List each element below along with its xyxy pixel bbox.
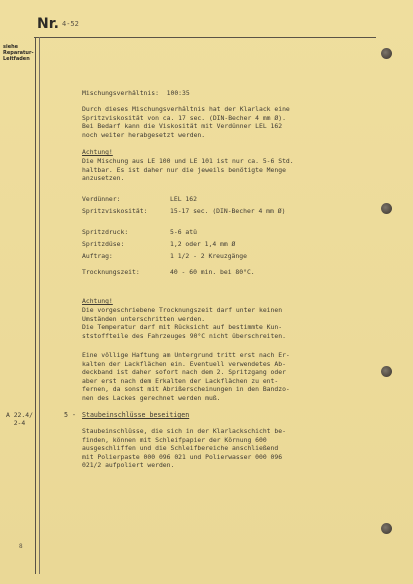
margin-reference: A 22.4/ 2-4 [6, 411, 33, 427]
punch-hole-top [381, 48, 392, 59]
spec-label-drying-time: Trocknungszeit: [82, 268, 140, 276]
spec-value-thinner: LEL 162 [170, 195, 197, 203]
spec-value-drying-time: 40 - 60 min. bei 80°C. [170, 268, 255, 276]
achtung-1-text: Die Mischung aus LE 100 und LE 101 ist nur ca. 5-6 Std. haltbar. Es ist daher nur die jeweils benötigte Menge anzusetzen. [82, 157, 294, 183]
header-number: 4-52 [62, 20, 79, 28]
spec-value-spray-pressure: 5-6 atü [170, 228, 197, 236]
side-label: siehe Reparatur- Leitfaden [3, 44, 34, 62]
spec-value-spray-viscosity: 15-17 sec. (DIN-Becher 4 mm Ø) [170, 207, 286, 215]
header-nr-label: Nr. [37, 16, 59, 32]
spec-label-thinner: Verdünner: [82, 195, 121, 203]
achtung-1-title: Achtung! [82, 148, 113, 156]
margin-line-inner [39, 37, 40, 574]
achtung-2-title: Achtung! [82, 297, 113, 305]
paragraph-dust: Staubeinschlüsse, die sich in der Klarlackschicht be- finden, können mit Schleifpapier der Körnung 600 ausgeschliffen und die Schleifbereiche anschließend mit Polierpaste 000 096 021 und Polierwasser 000 096 021/2 aufpoliert werden. [82, 427, 286, 470]
page-number: 8 [19, 543, 23, 550]
header-rule [34, 37, 376, 38]
spec-label-nozzle: Spritzdüse: [82, 240, 125, 248]
punch-hole-upper-middle [381, 203, 392, 214]
spec-value-nozzle: 1,2 oder 1,4 mm Ø [170, 240, 236, 248]
section-number: 5 - [64, 411, 76, 419]
mixing-ratio: Mischungsverhältnis: 100:35 [82, 89, 190, 97]
punch-hole-bottom [381, 523, 392, 534]
punch-hole-lower-middle [381, 366, 392, 377]
spec-label-application: Auftrag: [82, 252, 113, 260]
spec-label-spray-pressure: Spritzdruck: [82, 228, 129, 236]
section-title: Staubeinschlüsse beseitigen [82, 411, 190, 419]
spec-value-application: 1 1/2 - 2 Kreuzgänge [170, 252, 247, 260]
margin-line [35, 37, 36, 574]
paragraph-viscosity: Durch dieses Mischungsverhältnis hat der Klarlack eine Spritzviskosität von ca. 17 sec. (DIN-Becher 4 mm Ø). Bei Bedarf kann die Viskosität mit Verdünner LEL 162 noch weiter herabgesetzt werden. [82, 105, 290, 139]
paragraph-adhesion: Eine völlige Haftung am Untergrund tritt erst nach Er- kalten der Lackflächen ein. Eventuell verwendetes Ab- deckband ist daher sofort nach dem 2. Spritzgang oder aber erst nach dem Erkalten der Lackflächen zu ent- fernen, da sonst mit Abrißerscheinungen in den Bandzo- nen des Lackes gerechnet werden muß. [82, 351, 290, 402]
achtung-2-text: Die vorgeschriebene Trocknungszeit darf unter keinen Umständen unterschritten werden. Die Temperatur darf mit Rücksicht auf bestimmte Kun- ststoffteile des Fahrzeuges 90°C nicht überschreiten. [82, 306, 286, 340]
spec-label-spray-viscosity: Spritzviskosität: [82, 207, 148, 215]
